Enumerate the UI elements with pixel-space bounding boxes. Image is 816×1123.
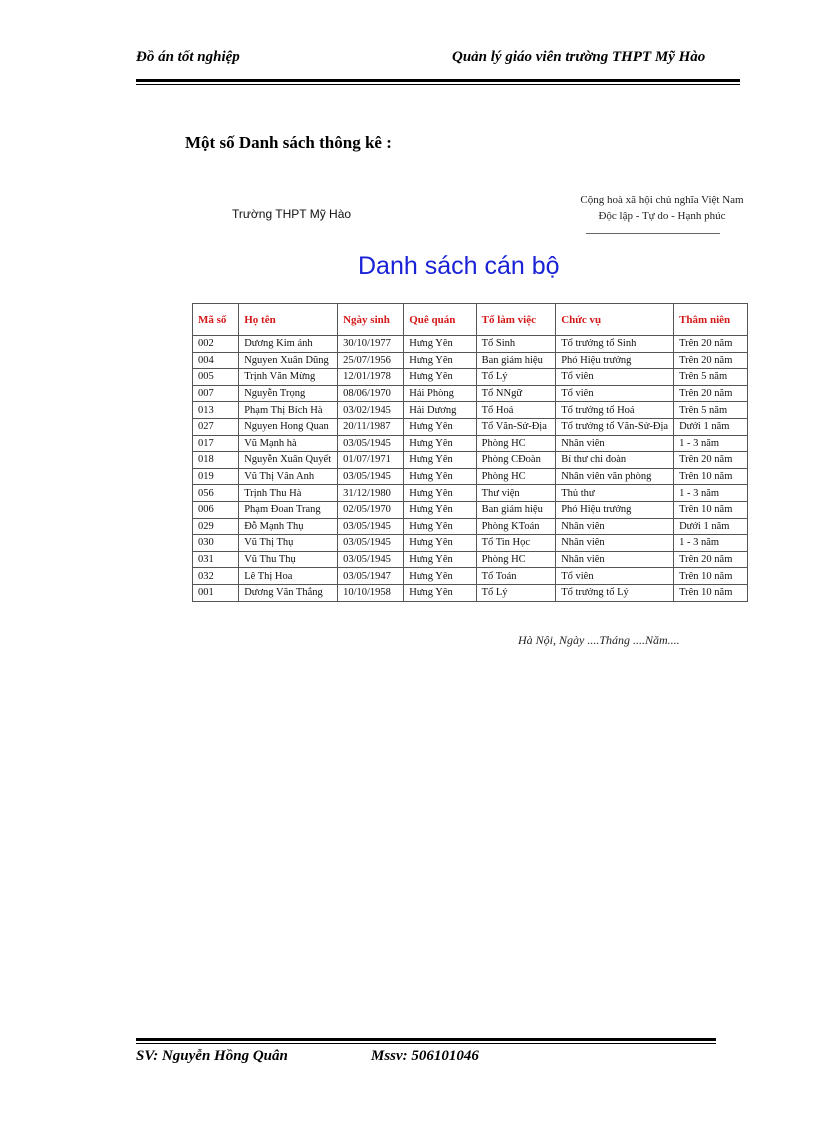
table-cell: Trên 10 năm (674, 468, 748, 485)
header-rule-thick (136, 79, 740, 82)
table-cell: Hải Dương (404, 402, 476, 419)
table-cell: 01/07/1971 (338, 452, 404, 469)
table-header-row (193, 304, 748, 336)
table-cell: 1 - 3 năm (674, 535, 748, 552)
table-cell: Hưng Yên (404, 435, 476, 452)
table-cell: 25/07/1956 (338, 352, 404, 369)
header-left-title: Đồ án tốt nghiệp (136, 49, 240, 65)
table-cell: Nguyen Xuân Dũng (239, 352, 338, 369)
table-cell: Dương Văn Thắng (239, 584, 338, 601)
column-header: Ngày sinh (338, 304, 404, 336)
section-title: Một số Danh sách thông kê : (185, 133, 392, 152)
table-cell: Hưng Yên (404, 501, 476, 518)
table-cell: Ban giám hiệu (476, 501, 556, 518)
table-cell: Hưng Yên (404, 418, 476, 435)
table-cell: Dưới 1 năm (674, 418, 748, 435)
document-title: Danh sách cán bộ (358, 252, 560, 280)
place-date-line: Hà Nội, Ngày ....Tháng ....Năm.... (518, 633, 680, 647)
table-cell: Tổ Toán (476, 568, 556, 585)
table-cell: Tổ trưởng tổ Sinh (556, 336, 674, 353)
column-header: Thâm niên (674, 304, 748, 336)
table-cell: Dưới 1 năm (674, 518, 748, 535)
table-cell: Nhân viên văn phòng (556, 468, 674, 485)
table-cell: Hưng Yên (404, 336, 476, 353)
table-cell: 1 - 3 năm (674, 485, 748, 502)
table-cell: Trên 20 năm (674, 336, 748, 353)
table-cell: Hưng Yên (404, 551, 476, 568)
table-cell: Hưng Yên (404, 468, 476, 485)
table-row (193, 584, 748, 601)
header-right-title: Quản lý giáo viên trường THPT Mỹ Hào (452, 49, 706, 65)
table-cell: 002 (193, 336, 239, 353)
table-row (193, 402, 748, 419)
table-cell: 032 (193, 568, 239, 585)
table-cell: 018 (193, 452, 239, 469)
table-cell: Trên 20 năm (674, 551, 748, 568)
table-cell: Phòng HC (476, 551, 556, 568)
table-cell: 031 (193, 551, 239, 568)
table-cell: 013 (193, 402, 239, 419)
table-cell: Ban giám hiệu (476, 352, 556, 369)
table-cell: Nguyễn Trọng (239, 385, 338, 402)
table-cell: Tổ Sinh (476, 336, 556, 353)
footer-student-id: Mssv: 506101046 (371, 1048, 479, 1064)
table-cell: Hưng Yên (404, 369, 476, 386)
table-cell: Bí thư chi đoàn (556, 452, 674, 469)
table-cell: Hưng Yên (404, 352, 476, 369)
table-row (193, 418, 748, 435)
column-header: Quê quán (404, 304, 476, 336)
table-cell: Phòng HC (476, 468, 556, 485)
table-row (193, 352, 748, 369)
table-cell: 005 (193, 369, 239, 386)
table-cell: 30/10/1977 (338, 336, 404, 353)
column-header: Họ tên (239, 304, 338, 336)
table-cell: 31/12/1980 (338, 485, 404, 502)
table-row (193, 385, 748, 402)
table-cell: 20/11/1987 (338, 418, 404, 435)
table-row (193, 468, 748, 485)
table-cell: Trịnh Thu Hà (239, 485, 338, 502)
table-cell: Tổ Lý (476, 369, 556, 386)
table-cell: Trên 5 năm (674, 402, 748, 419)
table-cell: Tổ trưởng tổ Văn-Sử-Địa (556, 418, 674, 435)
table-cell: 006 (193, 501, 239, 518)
table-cell: Tổ viên (556, 385, 674, 402)
table-cell: Tổ viên (556, 568, 674, 585)
table-row (193, 435, 748, 452)
column-header: Tổ làm việc (476, 304, 556, 336)
table-cell: Hải Phòng (404, 385, 476, 402)
table-cell: 03/05/1945 (338, 518, 404, 535)
table-cell: Phó Hiệu trưởng (556, 501, 674, 518)
footer-rule-thin (136, 1043, 716, 1044)
footer-rule-thick (136, 1038, 716, 1041)
table-cell: Phòng KToán (476, 518, 556, 535)
table-cell: Nguyễn Xuân Quyết (239, 452, 338, 469)
table-cell: Lê Thị Hoa (239, 568, 338, 585)
table-cell: Trên 10 năm (674, 584, 748, 601)
table-cell: Tổ Tin Học (476, 535, 556, 552)
table-cell: 027 (193, 418, 239, 435)
table-cell: 029 (193, 518, 239, 535)
table-cell: 004 (193, 352, 239, 369)
table-cell: Hưng Yên (404, 485, 476, 502)
staff-table (192, 303, 748, 602)
table-cell: Trên 20 năm (674, 352, 748, 369)
table-row (193, 485, 748, 502)
footer-student-name: SV: Nguyễn Hồng Quân (136, 1048, 288, 1064)
table-cell: Tổ Văn-Sử-Địa (476, 418, 556, 435)
header-rule-thin (136, 84, 740, 85)
column-header: Chức vụ (556, 304, 674, 336)
table-cell: Tổ Lý (476, 584, 556, 601)
table-cell: Nhân viên (556, 535, 674, 552)
table-cell: Thư viện (476, 485, 556, 502)
table-cell: Tổ trưởng tổ Hoá (556, 402, 674, 419)
table-cell: 12/01/1978 (338, 369, 404, 386)
table-row (193, 501, 748, 518)
table-cell: Vũ Mạnh hà (239, 435, 338, 452)
table-cell: 007 (193, 385, 239, 402)
table-row (193, 568, 748, 585)
table-cell: Phạm Đoan Trang (239, 501, 338, 518)
table-cell: Hưng Yên (404, 518, 476, 535)
table-row (193, 369, 748, 386)
table-cell: Hưng Yên (404, 452, 476, 469)
table-row (193, 551, 748, 568)
table-cell: Trịnh Văn Mừng (239, 369, 338, 386)
motto-line-2: Độc lập - Tự do - Hạnh phúc (598, 210, 726, 222)
table-cell: Nhân viên (556, 551, 674, 568)
table-cell: 03/05/1945 (338, 551, 404, 568)
table-cell: Tổ viên (556, 369, 674, 386)
staff-table-body (193, 336, 748, 602)
table-cell: Thủ thư (556, 485, 674, 502)
table-row (193, 452, 748, 469)
table-cell: Hưng Yên (404, 568, 476, 585)
table-cell: 08/06/1970 (338, 385, 404, 402)
table-cell: 03/02/1945 (338, 402, 404, 419)
table-cell: 056 (193, 485, 239, 502)
table-cell: Nhân viên (556, 518, 674, 535)
table-cell: Hưng Yên (404, 535, 476, 552)
table-cell: Nguyen Hong Quan (239, 418, 338, 435)
table-cell: Hưng Yên (404, 584, 476, 601)
table-cell: Phòng CĐoàn (476, 452, 556, 469)
motto-line-1: Cộng hoà xã hội chủ nghĩa Việt Nam (580, 194, 744, 206)
table-cell: 1 - 3 năm (674, 435, 748, 452)
table-cell: Phạm Thị Bích Hà (239, 402, 338, 419)
table-cell: Vũ Thị Vân Anh (239, 468, 338, 485)
table-cell: 019 (193, 468, 239, 485)
table-row (193, 518, 748, 535)
table-cell: 001 (193, 584, 239, 601)
table-row (193, 336, 748, 353)
table-cell: 030 (193, 535, 239, 552)
table-cell: Tổ Hoá (476, 402, 556, 419)
table-cell: Trên 20 năm (674, 452, 748, 469)
table-cell: Phòng HC (476, 435, 556, 452)
school-name: Trường THPT Mỹ Hào (232, 207, 352, 221)
table-cell: 03/05/1945 (338, 435, 404, 452)
table-cell: Nhân viên (556, 435, 674, 452)
table-cell: Dương Kim ánh (239, 336, 338, 353)
table-cell: 10/10/1958 (338, 584, 404, 601)
table-cell: Trên 5 năm (674, 369, 748, 386)
table-cell: 02/05/1970 (338, 501, 404, 518)
table-cell: Trên 20 năm (674, 385, 748, 402)
table-cell: Trên 10 năm (674, 568, 748, 585)
motto-underline (586, 233, 720, 234)
table-cell: Vũ Thị Thụ (239, 535, 338, 552)
table-cell: 03/05/1947 (338, 568, 404, 585)
table-cell: Tổ NNgữ (476, 385, 556, 402)
column-header: Mã số (193, 304, 239, 336)
table-cell: 03/05/1945 (338, 468, 404, 485)
table-cell: Đỗ Mạnh Thụ (239, 518, 338, 535)
national-motto (560, 192, 764, 224)
table-cell: 017 (193, 435, 239, 452)
table-cell: Phó Hiệu trưởng (556, 352, 674, 369)
table-cell: 03/05/1945 (338, 535, 404, 552)
table-row (193, 535, 748, 552)
table-cell: Tổ trưởng tổ Lý (556, 584, 674, 601)
table-cell: Trên 10 năm (674, 501, 748, 518)
table-cell: Vũ Thu Thụ (239, 551, 338, 568)
